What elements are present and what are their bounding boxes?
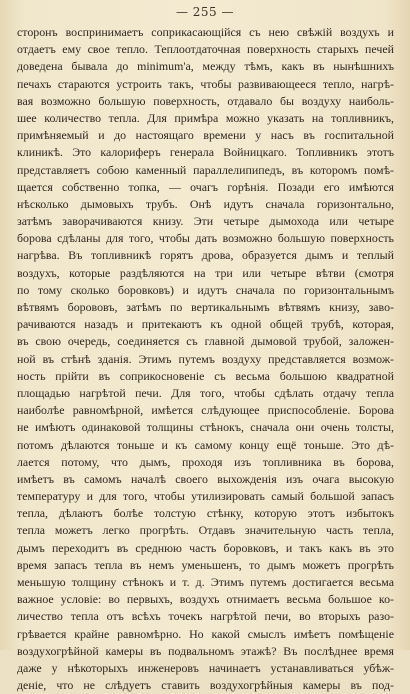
- text-line: воздухогрѣйной камеры въ подвальномъ этажѣ? Въ послѣднее время: [17, 643, 394, 658]
- text-line: важное условіе: во первыхъ, воздухъ отнимаетъ весьма большое ко-: [17, 592, 394, 607]
- text-line: ность прійти въ соприкосновеніе съ весьма большою квадратной: [17, 368, 394, 383]
- text-line: нагрѣва. Въ топливникѣ горятъ дрова, образуется дымъ и теплый: [17, 248, 394, 263]
- text-line: примѣняемый и до настоящаго времени у насъ въ госпитальной: [17, 128, 394, 143]
- page-number: — 255 —: [175, 5, 235, 19]
- text-line: личество тепла отъ всѣхъ точекъ нагрѣтой печи, во вторыхъ разо-: [17, 609, 394, 624]
- text-line: даже у нѣкоторыхъ инженеровъ начинаетъ устанавливаться убѣж-: [17, 660, 394, 675]
- text-line: сторонъ воспринимаетъ соприкасающійся съ нею свѣжій воздухъ и: [17, 25, 394, 39]
- text-line: щается собственно топка, — очагъ горѣнія. Позади его имѣются: [17, 179, 394, 194]
- text-line: вѣтвямъ борововъ, затѣмъ по вертикальнымъ вѣтвямъ книзу, заво-: [17, 300, 394, 314]
- text-line: доведена бывала до minimum'a, между тѣмъ, какъ въ нынѣшнихъ: [17, 59, 394, 74]
- text-line: дымъ переходитъ въ среднюю часть боровковъ, и такъ какъ въ это: [17, 540, 394, 555]
- text-line: деніе, что не слѣдуетъ ставить воздухогрѣйныя камеры въ под-: [17, 678, 394, 693]
- text-line: тепла можетъ легко прогрѣть. Отдавъ значительную часть тепла,: [17, 523, 394, 538]
- body-text: [17, 24, 394, 694]
- text-line: потомъ дѣлаются тоньше и къ самому концу ещё тоньше. Это дѣ-: [17, 437, 394, 452]
- text-line: отдаетъ ему свое тепло. Теплоотдаточная поверхность старыхъ печей: [17, 42, 394, 57]
- text-line: меньшую толщину стѣнокъ и т. д. Этимъ путемъ достигается весьма: [17, 575, 394, 589]
- text-line: грѣвается крайне равномѣрно. Но какой смыслъ имѣетъ помѣщеніе: [17, 626, 394, 641]
- text-line: не имѣютъ одинаковой толщины стѣнокъ, сначала они очень толсты,: [17, 420, 394, 435]
- text-line: тепла, дѣлаютъ болѣе толстую стѣнку, которую этотъ избытокъ: [17, 506, 394, 521]
- text-line: имѣетъ въ самомъ началѣ своего выхожденія изъ очага высокую: [17, 471, 394, 486]
- text-line: затѣмъ заворачиваются книзу. Эти четыре дымохода или четыре: [17, 214, 394, 229]
- text-line: въ свою очередь, соединяется съ главной дымовой трубой, заложен-: [17, 334, 394, 349]
- text-line: по тому сколько боровковъ) и идутъ сначала по горизонтальнымъ: [17, 282, 394, 297]
- text-line: представляетъ собою каменный параллелипипедъ, въ которомъ помѣ-: [17, 162, 394, 177]
- text-line: воздухъ, которые раздѣляются на три или четыре вѣтви (смотря: [17, 265, 394, 280]
- text-line: площадью нагрѣтой печи. Для того, чтобы сдѣлать отдачу тепла: [17, 385, 394, 400]
- text-line: борова сдѣланы для того, чтобы дать возможно большую поверхность: [17, 231, 394, 246]
- text-line: рачиваются назадъ и притекаютъ къ одной общей трубѣ, которая,: [17, 317, 394, 332]
- text-line: вая возможно большую поверхность, отдавало бы воздуху наиболь-: [17, 93, 394, 108]
- text-line: время запасъ тепла въ немъ уменьшенъ, то дымъ можетъ прогрѣть: [17, 557, 394, 572]
- text-line: шее количество тепла. Для примѣра можно указать на топливникъ,: [17, 110, 394, 125]
- text-line: температуру и для того, чтобы утилизировать самый большой запасъ: [17, 489, 394, 504]
- text-line: ной въ стѣнѣ зданія. Этимъ путемъ воздуху представляется возмож-: [17, 351, 394, 366]
- text-line: нѣсколько дымовыхъ трубъ. Онѣ идутъ сначала горизонтально,: [17, 196, 394, 211]
- text-line: печахъ стараются устроить такъ, чтобы развивающееся тепло, нагрѣ-: [17, 76, 394, 91]
- text-line: лается потому, что дымъ, проходя изъ топливника въ борова,: [17, 454, 394, 469]
- text-line: наиболѣе равномѣрной, имѣется слѣдующее приспособленіе. Борова: [17, 403, 394, 418]
- text-line: клиникѣ. Это калориферъ генерала Войницкаго. Топливникъ этотъ: [17, 145, 394, 160]
